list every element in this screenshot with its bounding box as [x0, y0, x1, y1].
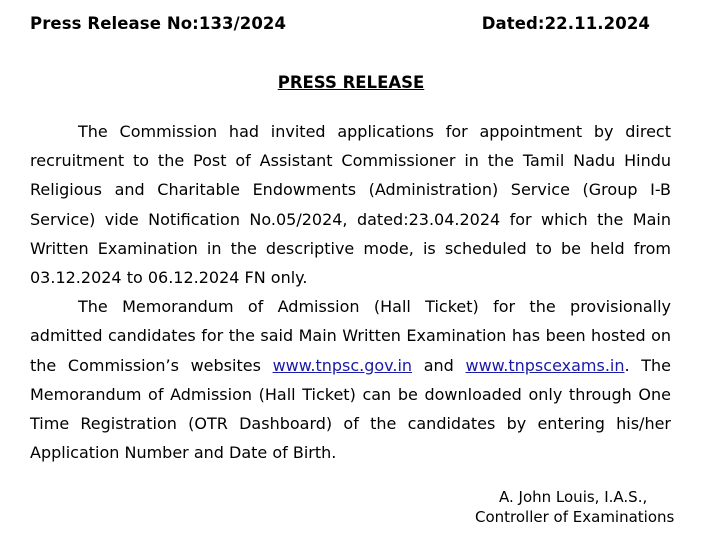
paragraph-1: The Commission had invited applications for appointment by direct recruitment to the Post of Assistant Commissioner in the Tamil Nadu Hindu Religious and Charitable Endowments (Administration) Service (Group I-B Service) vide Notification No.05/2024, dated:23.04.2024 for which the Main Written Examination in the descriptive mode, is scheduled to be held from 03.12.2024 to 06.12.2024 FN only. [30, 122, 671, 288]
press-release-number: Press Release No:133/2024 [30, 14, 287, 33]
signature-block [475, 487, 674, 527]
document-header [30, 14, 650, 33]
tnpscexams-link[interactable]: www.tnpscexams.in [465, 355, 625, 375]
release-date: Dated:22.11.2024 [481, 14, 650, 33]
signatory-name: A. John Louis, I.A.S., [499, 488, 648, 506]
paragraph-2-text-part2: and [412, 355, 466, 375]
document-body [30, 117, 671, 467]
signatory-designation: Controller of Examinations [475, 508, 675, 526]
document-title: PRESS RELEASE [277, 73, 425, 92]
tnpsc-gov-link[interactable]: www.tnpsc.gov.in [272, 355, 413, 375]
paragraph-2-text-part1: The Memorandum of Admission (Hall Ticket) for the provisionally admitted candidates for the said Main Written Examination has been hosted on the Commission’s websites [30, 297, 671, 375]
paragraph-2 [30, 292, 671, 467]
paragraph-2-text-part3: . The Memorandum of Admission (Hall Ticket) can be downloaded only through One Time Registration (OTR Dashboard) of the candidates by entering his/her Application Number and Date of Birth. [30, 355, 671, 463]
